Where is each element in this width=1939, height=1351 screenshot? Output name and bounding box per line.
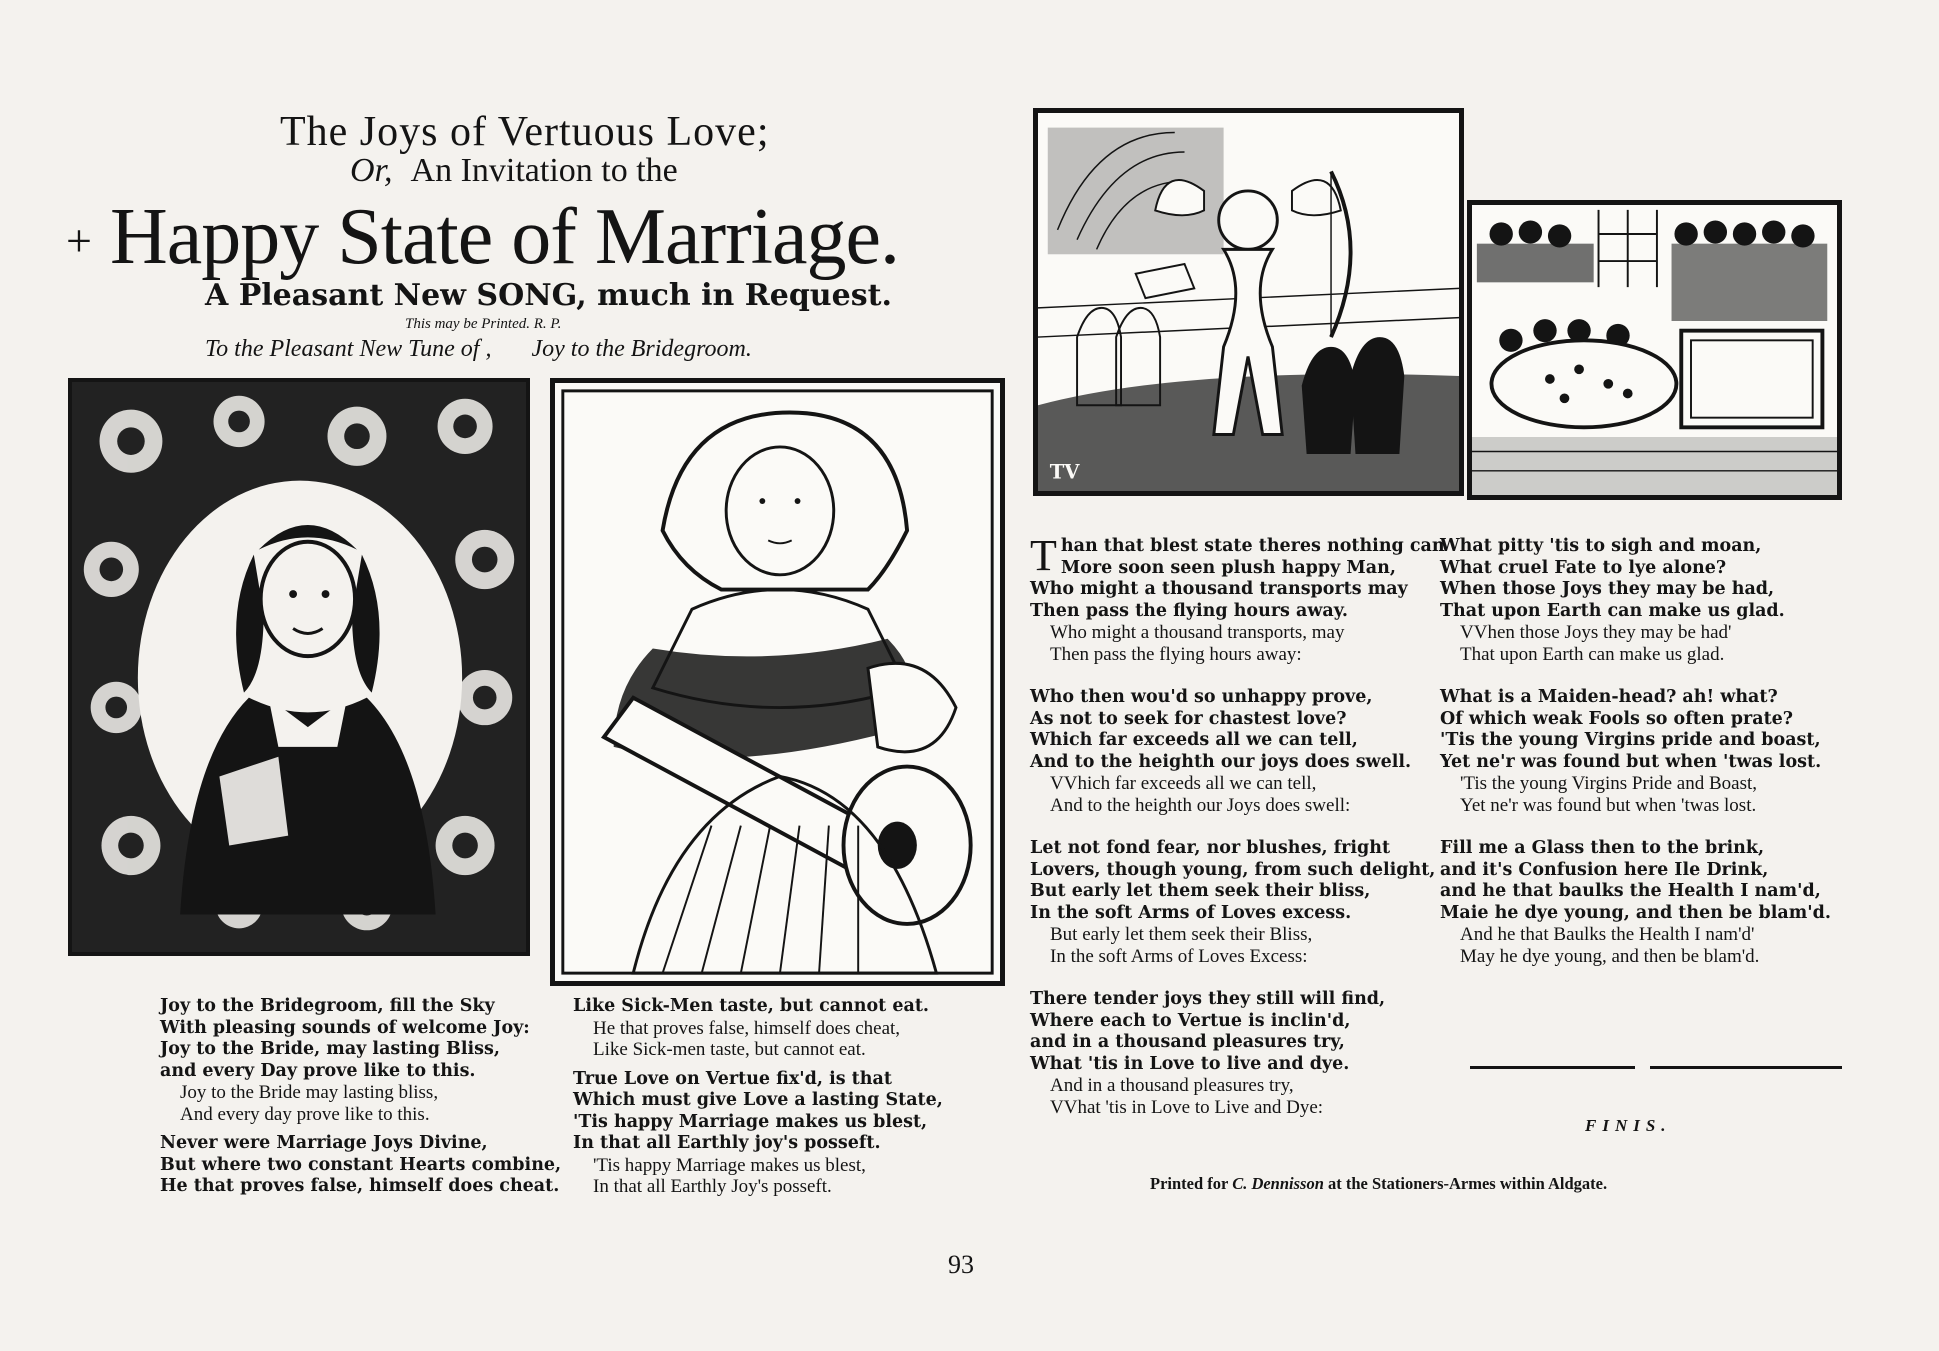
stanza (1030, 687, 1435, 816)
verse-line: More soon seen plush happy Man, (1060, 557, 1396, 578)
verse-line: Fill me a Glass then to the brink, (1440, 838, 1765, 858)
title-invitation: An Invitation to the (410, 152, 678, 189)
refrain-line: VVhich far exceeds all we can tell, (1050, 773, 1317, 794)
verse-line: Joy to the Bride, may lasting Bliss, (160, 1039, 500, 1059)
verse-column-1 (160, 996, 560, 1198)
verse-line: and it's Confusion here Ile Drink, (1440, 859, 1769, 880)
stanza (573, 1069, 973, 1198)
verse-line: Which far exceeds all we can tell, (1030, 730, 1358, 750)
title-line-1: The Joys of Vertuous Love; (280, 109, 770, 155)
refrain-line: Then pass the flying hours away: (1050, 643, 1302, 665)
refrain-line: VVhat 'tis in Love to Live and Dye: (1050, 1096, 1324, 1118)
verse-column-2 (573, 996, 973, 1198)
imprint-printer: C. Dennisson (1232, 1174, 1324, 1193)
refrain-line: But early let them seek their Bliss, (1050, 924, 1313, 945)
woodcut-cupid-scene (1033, 108, 1464, 496)
verse-line: In the soft Arms of Loves excess. (1030, 902, 1352, 923)
verse-line: han that blest state theres nothing can (1060, 536, 1445, 556)
verse-line: Let not fond fear, nor blushes, fright (1030, 838, 1391, 858)
verse-line: When those Joys they may be had, (1440, 579, 1775, 599)
verse-line: Then pass the flying hours away. (1030, 600, 1348, 621)
verse-line: True Love on Vertue fix'd, is that (573, 1068, 892, 1089)
subtitle: A Pleasant New SONG, much in Request. (205, 278, 892, 313)
verse-line: What cruel Fate to lye alone? (1440, 557, 1727, 578)
verse-line: Maie he dye young, and then be blam'd. (1440, 902, 1831, 923)
verse-line: Where each to Vertue is inclin'd, (1030, 1010, 1351, 1031)
verse-line: Lovers, though young, from such delight, (1030, 859, 1436, 880)
refrain-line: And every day prove like to this. (180, 1103, 430, 1125)
verse-line: Never were Marriage Joys Divine, (160, 1133, 488, 1153)
divider-rule-left (1470, 1066, 1635, 1069)
verse-line: Yet ne'r was found but when 'twas lost. (1440, 751, 1822, 772)
verse-line: He that proves false, himself does cheat. (160, 1176, 560, 1196)
verse-line: 'Tis happy Marriage makes us blest, (573, 1111, 928, 1132)
woodcut-woman-guitar (550, 378, 1005, 986)
feast-illustration (1472, 205, 1837, 495)
imprint-suffix: at the Stationers-Armes within Aldgate. (1328, 1174, 1608, 1193)
tune-line (205, 336, 752, 363)
refrain-line: 'Tis happy Marriage makes us blest, (593, 1154, 866, 1176)
refrain-line: VVhen those Joys they may be had' (1460, 622, 1732, 643)
refrain-line: In the soft Arms of Loves Excess: (1050, 945, 1308, 967)
verse-line: With pleasing sounds of welcome Joy: (160, 1017, 530, 1038)
verse-line: Like Sick-Men taste, but cannot eat. (573, 996, 930, 1016)
verse-line: Of which weak Fools so often prate? (1440, 708, 1794, 729)
verse-column-3 (1030, 531, 1445, 1118)
woodcut-gentleman-portrait (68, 378, 530, 956)
verse-line: and in a thousand pleasures try, (1030, 1032, 1345, 1052)
license-line: This may be Printed. R. P. (405, 316, 562, 332)
stanza (1030, 989, 1435, 1118)
refrain-line: In that all Earthly Joy's posseft. (593, 1176, 832, 1197)
refrain-line: And he that Baulks the Health I nam'd' (1460, 924, 1755, 945)
refrain-line: He that proves false, himself does cheat, (593, 1017, 901, 1039)
stanza (1440, 687, 1850, 816)
imprint (1150, 1174, 1607, 1194)
stanza (1030, 838, 1435, 967)
title-or: Or, (350, 152, 393, 189)
stanza (160, 996, 560, 1125)
verse-line: As not to seek for chastest love? (1030, 708, 1347, 729)
title-cross-mark: + (66, 215, 92, 266)
refrain-line: 'Tis the young Virgins Pride and Boast, (1460, 773, 1757, 794)
cupid-illustration (1038, 113, 1459, 491)
verse-line: There tender joys they still will find, (1030, 989, 1386, 1009)
verse-line: and every Day prove like to this. (160, 1060, 476, 1081)
refrain-line: And to the heighth our Joys does swell: (1050, 794, 1351, 816)
refrain-line: Joy to the Bride may lasting bliss, (180, 1082, 439, 1103)
verse-line: That upon Earth can make us glad. (1440, 600, 1785, 621)
woodcut-initials: TV (1049, 460, 1080, 484)
verse-line: 'Tis the young Virgins pride and boast, (1440, 730, 1821, 750)
woman-illustration (555, 383, 1000, 981)
verse-line: But where two constant Hearts combine, (160, 1154, 562, 1175)
stanza (1030, 531, 1445, 665)
verse-column-4 (1440, 536, 1850, 967)
stanza (1440, 838, 1850, 967)
refrain-line: Like Sick-men taste, but cannot eat. (593, 1039, 866, 1060)
verse-line: and he that baulks the Health I nam'd, (1440, 881, 1821, 901)
title-main: Happy State of Marriage. (110, 193, 900, 281)
verse-line: Joy to the Bridegroom, fill the Sky (160, 996, 495, 1016)
refrain-line: May he dye young, and then be blam'd. (1460, 945, 1760, 967)
divider-rule-right (1650, 1066, 1842, 1069)
finis-mark: FINIS. (1585, 1116, 1672, 1135)
verse-line: Who then wou'd so unhappy prove, (1030, 687, 1373, 707)
refrain-line: Yet ne'r was found but when 'twas lost. (1460, 794, 1757, 816)
verse-line: But early let them seek their bliss, (1030, 881, 1371, 901)
tune-name: Joy to the Bridegroom. (531, 336, 752, 362)
refrain-line: Who might a thousand transports, may (1050, 622, 1345, 643)
verse-line: And to the heighth our joys does swell. (1030, 751, 1412, 772)
title-line-2 (350, 152, 678, 190)
refrain-line: That upon Earth can make us glad. (1460, 643, 1725, 665)
woodcut-feast-scene (1467, 200, 1842, 500)
floral-frame-illustration (72, 382, 526, 952)
verse-line: In that all Earthly joy's posseft. (573, 1133, 881, 1153)
verse-line: What is a Maiden-head? ah! what? (1440, 687, 1778, 707)
stanza (160, 1133, 560, 1198)
verse-line: Who might a thousand transports may (1030, 579, 1408, 599)
page-number: 93 (948, 1250, 974, 1279)
refrain-line: And in a thousand pleasures try, (1050, 1075, 1294, 1096)
drop-cap: T (1030, 531, 1057, 580)
verse-line: What pitty 'tis to sigh and moan, (1440, 536, 1762, 556)
stanza (573, 996, 973, 1061)
stanza (1440, 536, 1850, 665)
imprint-prefix: Printed for (1150, 1174, 1229, 1193)
tune-prefix: To the Pleasant New Tune of , (205, 336, 492, 362)
verse-line: What 'tis in Love to live and dye. (1030, 1053, 1350, 1074)
verse-line: Which must give Love a lasting State, (573, 1090, 943, 1110)
